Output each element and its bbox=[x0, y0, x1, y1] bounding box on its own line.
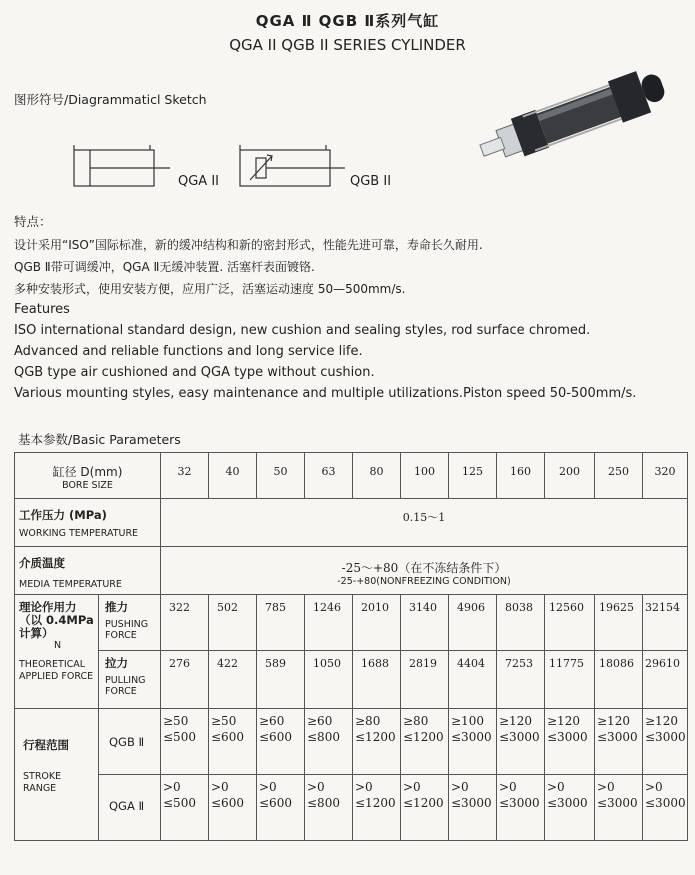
bore-cell: 63 bbox=[305, 453, 353, 499]
feature-cn-line: 多种安装形式，使用安装方便，应用广泛，活塞运动速度 50—500mm/s. bbox=[14, 282, 406, 296]
bore-cell: 40 bbox=[209, 453, 257, 499]
stroke-cell: >0 ≤1200 bbox=[401, 775, 449, 841]
push-cell: 322 bbox=[161, 595, 209, 651]
pull-cell: 11775 bbox=[545, 651, 595, 709]
feature-en-line: ISO international standard design, new cushion and sealing styles, rod surface chromed. bbox=[14, 323, 591, 338]
media-row bbox=[15, 547, 688, 595]
pressure-label-en: WORKING TEMPERATURE bbox=[19, 528, 139, 539]
pull-force-row bbox=[15, 651, 688, 709]
media-value-cn: -25～+80（在不冻结条件下） bbox=[341, 561, 507, 575]
bore-cell: 32 bbox=[161, 453, 209, 499]
bore-cell: 200 bbox=[545, 453, 595, 499]
feature-en-line: QGB type air cushioned and QGA type without cushion. bbox=[14, 365, 375, 380]
push-cell: 2010 bbox=[353, 595, 401, 651]
stroke-cell: ≥60 ≤600 bbox=[257, 709, 305, 775]
force-label bbox=[15, 595, 99, 709]
pull-cell: 2819 bbox=[401, 651, 449, 709]
feature-cn-line: 设计采用“ISO”国际标准，新的缓冲结构和新的密封形式，性能先进可靠，寿命长久耐用. bbox=[14, 238, 483, 252]
qgb-symbol bbox=[240, 145, 345, 186]
qgb-label: QGB Ⅱ bbox=[99, 709, 161, 775]
qgb-stroke-row bbox=[15, 709, 688, 775]
stroke-cell: >0 ≤600 bbox=[209, 775, 257, 841]
push-cell: 785 bbox=[257, 595, 305, 651]
stroke-cell: >0 ≤1200 bbox=[353, 775, 401, 841]
stroke-label-en: STROKE RANGE bbox=[23, 771, 62, 794]
bore-cell: 125 bbox=[449, 453, 497, 499]
stroke-cell: ≥120 ≤3000 bbox=[545, 709, 595, 775]
stroke-cell: >0 ≤3000 bbox=[497, 775, 545, 841]
push-label-en: PUSHING FORCE bbox=[105, 619, 149, 641]
diagram-heading: 图形符号/Diagrammaticl Sketch bbox=[14, 92, 207, 107]
stroke-label-cn: 行程范围 bbox=[23, 738, 69, 752]
media-label bbox=[15, 547, 161, 595]
bore-cell: 250 bbox=[595, 453, 643, 499]
parameters-table bbox=[14, 452, 688, 841]
stroke-label bbox=[15, 709, 99, 841]
pull-cell: 1688 bbox=[353, 651, 401, 709]
stroke-cell: >0 ≤800 bbox=[305, 775, 353, 841]
stroke-cell: >0 ≤500 bbox=[161, 775, 209, 841]
qga-stroke-row bbox=[15, 775, 688, 841]
pull-cell: 1050 bbox=[305, 651, 353, 709]
stroke-cell: ≥120 ≤3000 bbox=[595, 709, 643, 775]
pull-cell: 29610 bbox=[643, 651, 688, 709]
page-title-cn: QGA Ⅱ QGB Ⅱ系列气缸 bbox=[255, 12, 440, 30]
pull-label bbox=[99, 651, 161, 709]
feature-en-line: Advanced and reliable functions and long service life. bbox=[14, 344, 363, 359]
qga-label: QGA Ⅱ bbox=[99, 775, 161, 841]
pull-label-en: PULLING FORCE bbox=[105, 675, 146, 697]
diagram-symbols bbox=[60, 140, 420, 200]
bore-cell: 100 bbox=[401, 453, 449, 499]
pressure-label bbox=[15, 499, 161, 547]
cylinder-product-image bbox=[468, 62, 688, 172]
media-value-en: -25-+80(NONFREEZING CONDITION) bbox=[337, 576, 511, 587]
stroke-cell: >0 ≤3000 bbox=[545, 775, 595, 841]
pull-cell: 4404 bbox=[449, 651, 497, 709]
qga-symbol-label: QGA II bbox=[178, 174, 219, 189]
bore-label-cn: 缸径 D(mm) bbox=[52, 465, 123, 479]
qga-symbol bbox=[74, 145, 170, 186]
stroke-cell: ≥50 ≤600 bbox=[209, 709, 257, 775]
media-value bbox=[161, 547, 688, 595]
pressure-label-cn: 工作压力 (MPa) bbox=[19, 508, 107, 522]
stroke-cell: ≥120 ≤3000 bbox=[497, 709, 545, 775]
pull-label-cn: 拉力 bbox=[105, 656, 128, 670]
push-cell: 32154 bbox=[643, 595, 688, 651]
stroke-cell: ≥50 ≤500 bbox=[161, 709, 209, 775]
pressure-value: 0.15～1 bbox=[161, 499, 688, 547]
push-cell: 3140 bbox=[401, 595, 449, 651]
params-heading: 基本参数/Basic Parameters bbox=[18, 432, 181, 447]
stroke-cell: ≥100 ≤3000 bbox=[449, 709, 497, 775]
media-label-cn: 介质温度 bbox=[19, 556, 65, 570]
stroke-cell: ≥60 ≤800 bbox=[305, 709, 353, 775]
bore-cell: 50 bbox=[257, 453, 305, 499]
push-cell: 8038 bbox=[497, 595, 545, 651]
stroke-cell: >0 ≤3000 bbox=[595, 775, 643, 841]
bore-label bbox=[15, 453, 161, 499]
stroke-cell: ≥80 ≤1200 bbox=[401, 709, 449, 775]
bore-label-en: BORE SIZE bbox=[62, 480, 113, 491]
bore-cell: 320 bbox=[643, 453, 688, 499]
qgb-symbol-label: QGB II bbox=[350, 174, 392, 189]
force-label-en: THEORETICAL APPLIED FORCE bbox=[19, 659, 94, 682]
stroke-cell: >0 ≤600 bbox=[257, 775, 305, 841]
push-cell: 1246 bbox=[305, 595, 353, 651]
stroke-cell: ≥120 ≤3000 bbox=[643, 709, 688, 775]
push-label bbox=[99, 595, 161, 651]
push-force-row bbox=[15, 595, 688, 651]
pull-cell: 589 bbox=[257, 651, 305, 709]
force-label-cn: 理论作用力（以 0.4MPa 计算） bbox=[19, 600, 94, 640]
stroke-cell: >0 ≤3000 bbox=[643, 775, 688, 841]
pull-cell: 422 bbox=[209, 651, 257, 709]
push-label-cn: 推力 bbox=[105, 600, 128, 614]
feature-en-line: Various mounting styles, easy maintenance and multiple utilizations.Piston speed 50-500mm/s. bbox=[14, 386, 637, 401]
stroke-cell: >0 ≤3000 bbox=[449, 775, 497, 841]
push-cell: 4906 bbox=[449, 595, 497, 651]
bore-cell: 160 bbox=[497, 453, 545, 499]
pull-cell: 7253 bbox=[497, 651, 545, 709]
bore-row bbox=[15, 453, 688, 499]
feature-cn-line: QGB Ⅱ带可调缓冲，QGA Ⅱ无缓冲装置. 活塞杆表面镀铬. bbox=[14, 260, 315, 274]
features-heading-en: Features bbox=[14, 302, 70, 317]
bore-cell: 80 bbox=[353, 453, 401, 499]
pull-cell: 18086 bbox=[595, 651, 643, 709]
pull-cell: 276 bbox=[161, 651, 209, 709]
pressure-row bbox=[15, 499, 688, 547]
force-unit: N bbox=[53, 640, 62, 651]
stroke-cell: ≥80 ≤1200 bbox=[353, 709, 401, 775]
features-heading-cn: 特点： bbox=[14, 214, 52, 229]
push-cell: 19625 bbox=[595, 595, 643, 651]
push-cell: 502 bbox=[209, 595, 257, 651]
push-cell: 12560 bbox=[545, 595, 595, 651]
media-label-en: MEDIA TEMPERATURE bbox=[19, 579, 122, 590]
page-title-en: QGA II QGB II SERIES CYLINDER bbox=[229, 36, 466, 54]
